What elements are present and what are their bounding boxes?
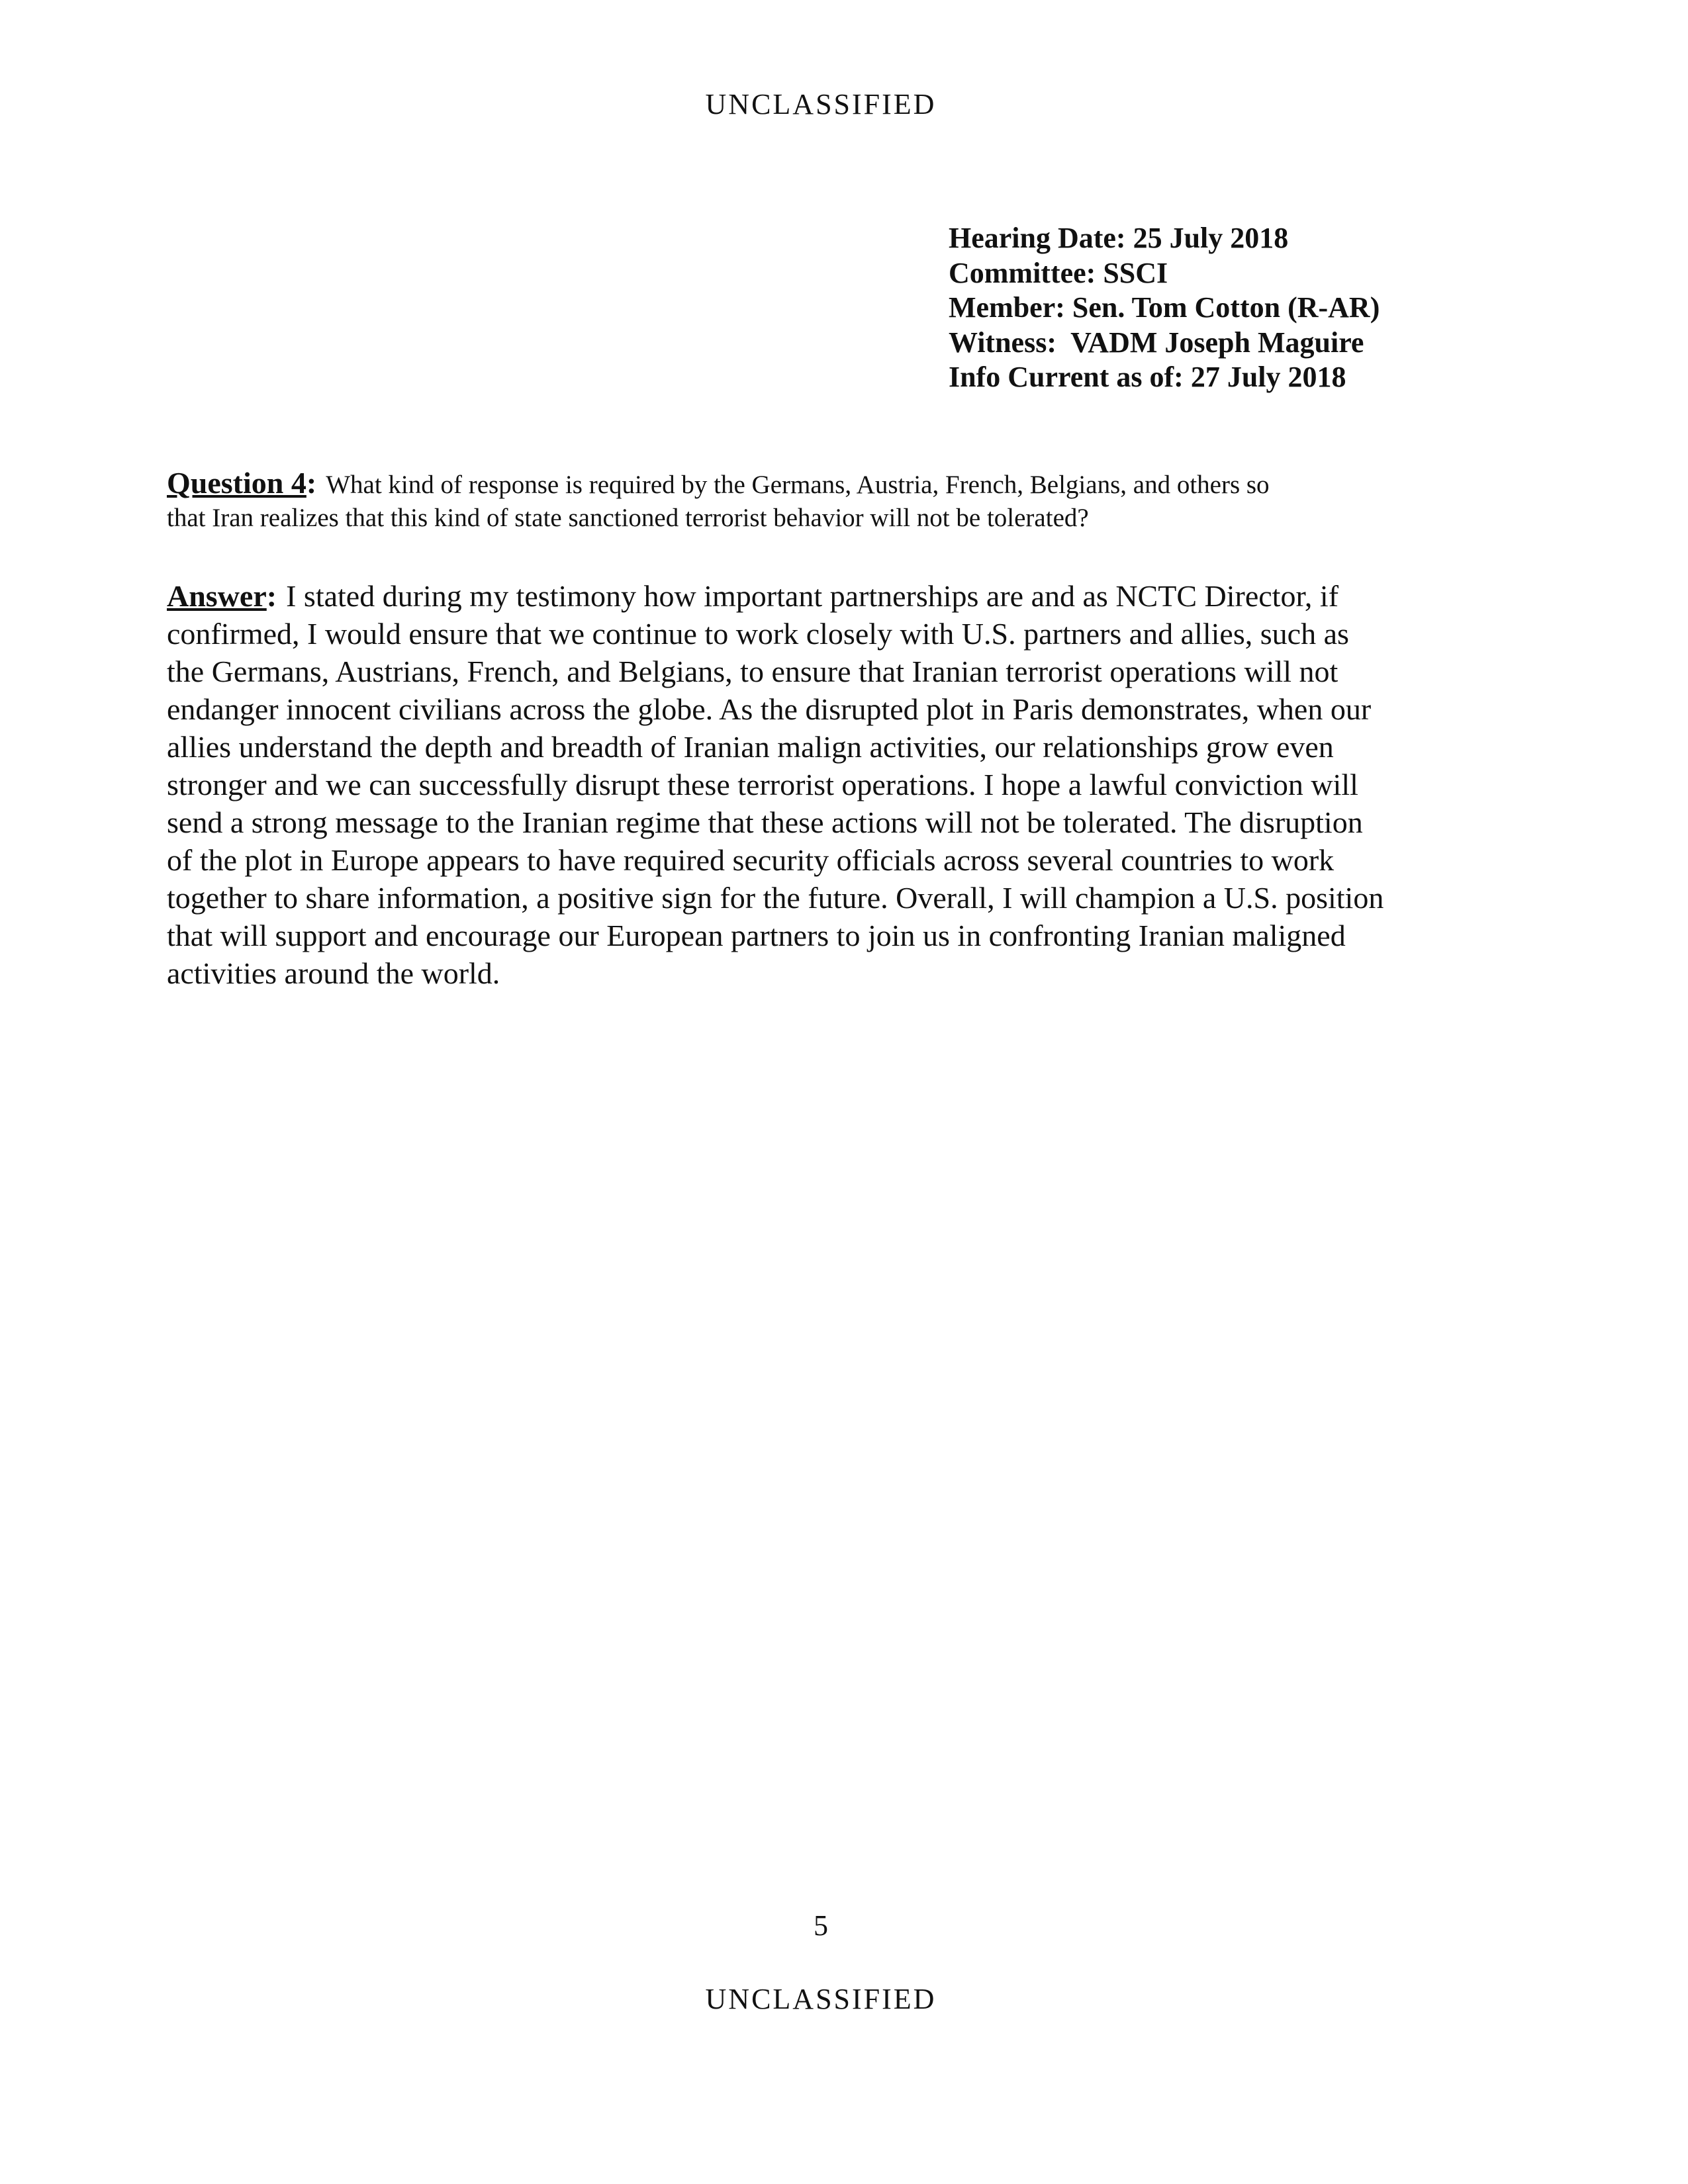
answer-text-line: endanger innocent civilians across the globe. As the disrupted plot in Paris demonstrates, when our	[167, 692, 1372, 726]
answer-text-line: send a strong message to the Iranian regime that these actions will not be tolerated. The disruption	[167, 805, 1363, 839]
hearing-date: Hearing Date: 25 July 2018	[949, 222, 1289, 254]
answer-text-line: that will support and encourage our European partners to join us in confronting Iranian maligned	[167, 919, 1346, 952]
answer-text-line: the Germans, Austrians, French, and Belgians, to ensure that Iranian terrorist operations will not	[167, 655, 1338, 688]
page-number: 5	[814, 1909, 828, 1942]
answer-text-line: stronger and we can successfully disrupt these terrorist operations. I hope a lawful conviction will	[167, 768, 1358, 801]
answer-text-line-1: I stated during my testimony how important partnerships are and as NCTC Director, if	[286, 579, 1339, 613]
answer-text-line: of the plot in Europe appears to have required security officials across several countries to work	[167, 843, 1335, 877]
answer-block	[167, 577, 1524, 992]
answer-text-line: confirmed, I would ensure that we continue to work closely with U.S. partners and allies, such as	[167, 617, 1349, 651]
classification-marking-top: UNCLASSIFIED	[705, 88, 937, 120]
answer-text-line: together to share information, a positive sign for the future. Overall, I will champion a U.S. position	[167, 881, 1384, 915]
answer-text-line: allies understand the depth and breadth of Iranian malign activities, our relationships grow even	[167, 730, 1334, 764]
question-line	[167, 467, 1491, 502]
member: Member: Sen. Tom Cotton (R-AR)	[949, 291, 1380, 324]
hearing-info-block	[949, 221, 1380, 395]
question-colon: :	[306, 466, 317, 500]
question-block	[167, 467, 1491, 535]
witness: Witness: VADM Joseph Maguire	[949, 326, 1364, 359]
question-text-line-1: What kind of response is required by the Germans, Austria, French, Belgians, and others so	[326, 471, 1270, 499]
committee: Committee: SSCI	[949, 256, 1168, 289]
question-text-line-2: that Iran realizes that this kind of state sanctioned terrorist behavior will not be tolerated?	[167, 504, 1089, 532]
answer-colon: :	[266, 579, 277, 613]
info-current-date: Info Current as of: 27 July 2018	[949, 361, 1346, 393]
classification-marking-bottom: UNCLASSIFIED	[705, 1983, 937, 2015]
question-label: Question 4	[167, 466, 306, 500]
answer-line	[167, 577, 1524, 615]
answer-label: Answer	[167, 579, 267, 613]
answer-text-line: activities around the world.	[167, 956, 500, 990]
